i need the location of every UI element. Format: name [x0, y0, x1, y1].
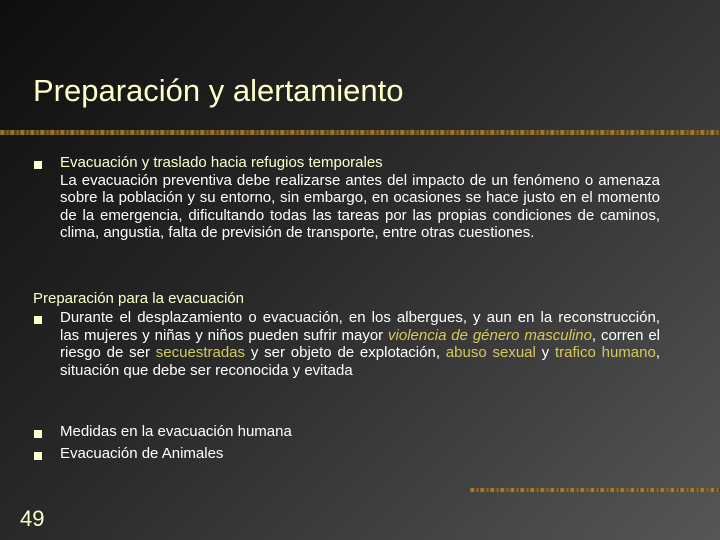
section1-heading: Evacuación y traslado hacia refugios temporales — [60, 154, 383, 171]
highlight-trafico-humano: trafico humano — [554, 344, 656, 361]
highlight-violencia: violencia de género masculino — [388, 326, 592, 344]
slide-title: Preparación y alertamiento — [33, 73, 404, 108]
decorative-rule-top — [0, 130, 720, 135]
bullet-square-icon — [34, 161, 42, 169]
section1-block — [60, 154, 660, 242]
highlight-secuestradas: secuestradas — [155, 344, 246, 361]
text-run: , corren el riesgo de ser — [60, 326, 661, 361]
section2-bullet-text — [60, 309, 660, 379]
text-run: , situación que debe ser reconocida y evitada — [60, 344, 660, 379]
page-number: 49 — [20, 506, 45, 531]
list-item: Evacuación de Animales — [60, 445, 224, 462]
text-run: Durante el desplazamiento o evacuación, en los albergues, y aun en la reconstrucción, las mujeres y niñas y niños pueden sufrir mayor — [60, 309, 660, 344]
highlight-abuso-sexual: abuso sexual — [445, 344, 536, 361]
section2-heading: Preparación para la evacuación — [33, 290, 244, 307]
text-run: y — [535, 344, 555, 361]
section1-body: La evacuación preventiva debe realizarse antes del impacto de un fenómeno o amenaza sobre la población y su entorno, sin embargo, en ocasiones se hace justo en el momento de la emergencia, dificultando todas las tareas por las propias condiciones de caminos, clima, angustia, falta de previsión de transporte, entre otras cuestiones. — [60, 171, 660, 241]
text-run: y ser objeto de explotación, — [245, 344, 446, 361]
bullet-square-icon — [34, 316, 42, 324]
bullet-square-icon — [34, 452, 42, 460]
list-item: Medidas en la evacuación humana — [60, 423, 292, 440]
bullet-square-icon — [34, 430, 42, 438]
decorative-rule-bottom — [470, 488, 720, 492]
